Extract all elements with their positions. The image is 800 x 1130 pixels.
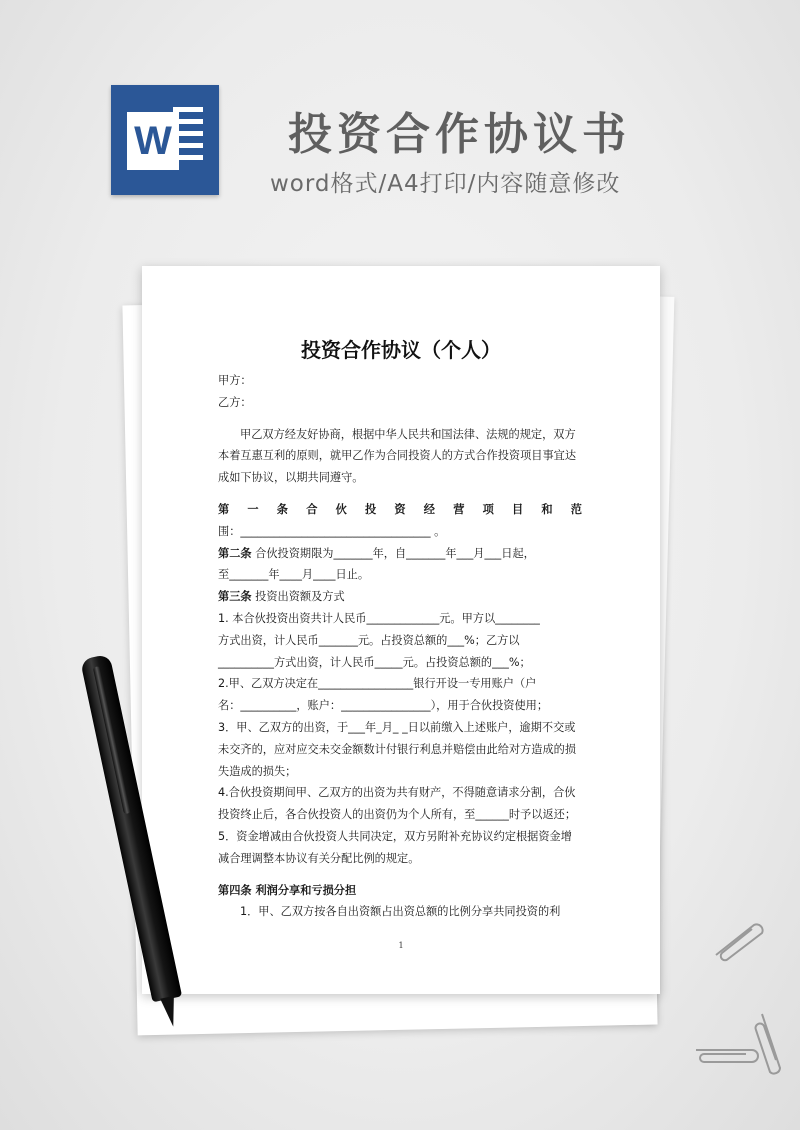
article-3-item-1c: __________方式出资，计人民币_____元。占投资总额的___%； xyxy=(218,655,531,669)
article-1-line-1: 第 一 条 合 伙 投 资 经 营 项 目 和 范 xyxy=(218,502,582,516)
party-a: 甲方： xyxy=(218,374,252,387)
article-1-line-2: 围：__________________________________ 。 xyxy=(218,524,446,538)
page-number: 1 xyxy=(398,941,404,950)
article-3: 第三条 投资出资额及方式 xyxy=(218,590,345,604)
intro-paragraph: 甲乙双方经友好协商，根据中华人民共和国法律、法规的规定，双方本着互惠互利的原则，就甲乙作为合同投资人的方式合作投资项目事宜达成如下协议，以期共同遵守。 xyxy=(218,427,577,485)
page-subtitle: word格式/A4打印/内容随意修改 xyxy=(270,171,621,197)
word-logo-icon xyxy=(111,85,219,195)
document-title: 投资合作协议（个人） xyxy=(301,338,501,362)
article-2-label: 第二条 xyxy=(218,546,252,560)
article-3-item-3: 3．甲、乙双方的出资，于___年_月_ _日以前缴入上述账户，逾期不交或未交齐的，应对应交未交金额数计付银行利息并赔偿由此给对方造成的损失造成的损失； xyxy=(218,720,577,778)
article-3-item-1b: 方式出资，计人民币_______元。占投资总额的___%；乙方以 xyxy=(218,633,520,647)
article-2: 第二条 合伙投资期限为_______年，自_______年___月___日起， xyxy=(218,546,535,560)
document-body xyxy=(218,370,582,923)
article-3-item-2b: 名：__________，账户：________________），用于合伙投资使用； xyxy=(218,699,549,713)
page-title: 投资合作协议书 xyxy=(288,109,631,160)
article-3-item-2a: 2.甲、乙双方决定在_________________银行开设一专用账户（户 xyxy=(218,677,537,691)
article-4-item-1: 1．甲、乙双方按各自出资额占出资总额的比例分享共同投资的利 xyxy=(240,905,561,919)
article-4-label: 第四条 xyxy=(218,883,252,897)
article-4: 第四条 利润分享和亏损分担 xyxy=(218,883,357,897)
article-3-item-5: 5．资金增减由合伙投资人共同决定，双方另附补充协议约定根据资金增减合理调整本协议有关分配比例的规定。 xyxy=(218,829,572,865)
paperclip-icon xyxy=(708,915,768,965)
party-b: 乙方： xyxy=(218,395,252,409)
article-3-item-4: 4.合伙投资期间甲、乙双方的出资为共有财产，不得随意请求分割，合伙投资终止后，各合伙投资人的出资仍为个人所有，至______时予以返还； xyxy=(218,786,577,822)
document-page xyxy=(142,266,660,994)
word-logo-letter: W xyxy=(127,112,179,170)
paperclip-icon xyxy=(692,1040,762,1070)
article-3-item-1a: 1. 本合伙投资出资共计人民币_____________元。甲方以________ xyxy=(218,611,540,625)
article-3-label: 第三条 xyxy=(218,590,252,604)
article-2-line-2: 至_______年____月____日止。 xyxy=(218,568,370,582)
